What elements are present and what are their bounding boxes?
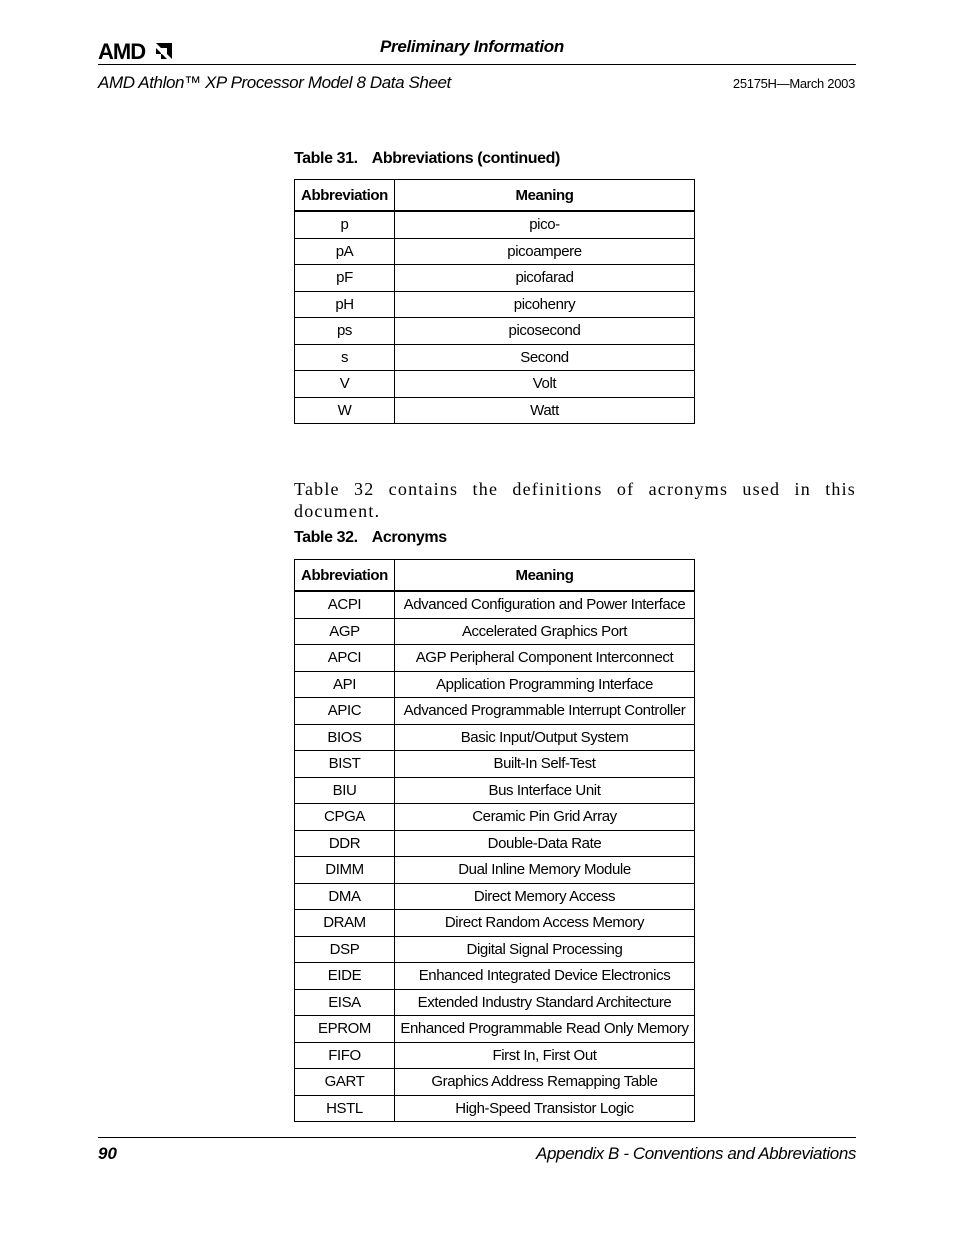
meaning-cell: Extended Industry Standard Architecture — [395, 989, 695, 1016]
footer-section-title: Appendix B - Conventions and Abbreviations — [536, 1144, 856, 1163]
meaning-cell: Direct Memory Access — [395, 883, 695, 910]
meaning-cell: First In, First Out — [395, 1042, 695, 1069]
table-row — [295, 804, 695, 831]
abbreviation-cell: APIC — [295, 698, 395, 725]
abbreviation-cell: DSP — [295, 936, 395, 963]
document-title: AMD Athlon™ XP Processor Model 8 Data Sheet — [98, 73, 451, 92]
meaning-cell: Second — [395, 344, 695, 371]
meaning-cell: Application Programming Interface — [395, 671, 695, 698]
abbreviation-cell: EIDE — [295, 963, 395, 990]
table32-caption — [294, 529, 447, 547]
abbreviation-cell: EISA — [295, 989, 395, 1016]
meaning-cell: High-Speed Transistor Logic — [395, 1095, 695, 1122]
table-row — [295, 238, 695, 265]
meaning-cell: AGP Peripheral Component Interconnect — [395, 645, 695, 672]
meaning-cell: Volt — [395, 371, 695, 398]
meaning-cell: Enhanced Integrated Device Electronics — [395, 963, 695, 990]
table-row — [295, 724, 695, 751]
table-row — [295, 1016, 695, 1043]
meaning-cell: Direct Random Access Memory — [395, 910, 695, 937]
intro-paragraph: Table 32 contains the definitions of acronyms used in this document. — [294, 479, 856, 521]
svg-text:AMD: AMD — [98, 40, 146, 62]
acronyms-table — [294, 559, 695, 1122]
abbreviation-cell: APCI — [295, 645, 395, 672]
table-row — [295, 963, 695, 990]
meaning-cell: Advanced Configuration and Power Interface — [395, 591, 695, 618]
abbreviation-cell: DDR — [295, 830, 395, 857]
meaning-cell: Watt — [395, 397, 695, 424]
table31-number: Table 31. — [294, 150, 358, 167]
abbreviation-cell: AGP — [295, 618, 395, 645]
meaning-cell: pico- — [395, 211, 695, 238]
column-header-meaning: Meaning — [395, 180, 695, 212]
abbreviation-cell: W — [295, 397, 395, 424]
meaning-cell: Built-In Self-Test — [395, 751, 695, 778]
table-row — [295, 1095, 695, 1122]
table-row — [295, 1069, 695, 1096]
abbreviation-cell: ps — [295, 318, 395, 345]
abbreviation-cell: V — [295, 371, 395, 398]
meaning-cell: Enhanced Programmable Read Only Memory — [395, 1016, 695, 1043]
abbreviation-cell: ACPI — [295, 591, 395, 618]
abbreviation-cell: p — [295, 211, 395, 238]
table-row — [295, 1042, 695, 1069]
header-rule — [98, 64, 856, 65]
table-row — [295, 645, 695, 672]
abbreviation-cell: pH — [295, 291, 395, 318]
table-row — [295, 830, 695, 857]
meaning-cell: picofarad — [395, 265, 695, 292]
table32-number: Table 32. — [294, 529, 358, 546]
table31-title: Abbreviations (continued) — [371, 150, 560, 167]
table-row — [295, 318, 695, 345]
abbreviation-cell: CPGA — [295, 804, 395, 831]
footer-rule — [98, 1137, 856, 1138]
abbreviations-table — [294, 179, 695, 424]
table-row — [295, 265, 695, 292]
abbreviation-cell: BIU — [295, 777, 395, 804]
table-row — [295, 777, 695, 804]
meaning-cell: Bus Interface Unit — [395, 777, 695, 804]
table-row — [295, 989, 695, 1016]
abbreviation-cell: pF — [295, 265, 395, 292]
abbreviation-cell: GART — [295, 1069, 395, 1096]
meaning-cell: Digital Signal Processing — [395, 936, 695, 963]
abbreviation-cell: DMA — [295, 883, 395, 910]
meaning-cell: Graphics Address Remapping Table — [395, 1069, 695, 1096]
meaning-cell: Advanced Programmable Interrupt Controller — [395, 698, 695, 725]
meaning-cell: picosecond — [395, 318, 695, 345]
table-row — [295, 371, 695, 398]
table-row — [295, 910, 695, 937]
page-number: 90 — [98, 1144, 117, 1163]
table-row — [295, 698, 695, 725]
meaning-cell: picoampere — [395, 238, 695, 265]
table-row — [295, 857, 695, 884]
preliminary-label: Preliminary Information — [380, 37, 564, 56]
abbreviation-cell: FIFO — [295, 1042, 395, 1069]
document-revision: 25175H—March 2003 — [732, 76, 855, 91]
abbreviation-cell: HSTL — [295, 1095, 395, 1122]
table-row — [295, 397, 695, 424]
meaning-cell: Ceramic Pin Grid Array — [395, 804, 695, 831]
abbreviation-cell: BIST — [295, 751, 395, 778]
abbreviation-cell: DIMM — [295, 857, 395, 884]
abbreviation-cell: DRAM — [295, 910, 395, 937]
table-row — [295, 211, 695, 238]
table-row — [295, 591, 695, 618]
table31-caption — [294, 150, 560, 168]
amd-logo — [98, 40, 174, 62]
table-row — [295, 936, 695, 963]
abbreviation-cell: pA — [295, 238, 395, 265]
table-row — [295, 671, 695, 698]
meaning-cell: Basic Input/Output System — [395, 724, 695, 751]
table-row — [295, 883, 695, 910]
table-row — [295, 618, 695, 645]
table-row — [295, 751, 695, 778]
meaning-cell: Accelerated Graphics Port — [395, 618, 695, 645]
meaning-cell: Dual Inline Memory Module — [395, 857, 695, 884]
meaning-cell: Double-Data Rate — [395, 830, 695, 857]
abbreviation-cell: BIOS — [295, 724, 395, 751]
meaning-cell: picohenry — [395, 291, 695, 318]
table32-title: Acronyms — [371, 529, 447, 546]
column-header-meaning: Meaning — [395, 560, 695, 592]
table-row — [295, 344, 695, 371]
abbreviation-cell: s — [295, 344, 395, 371]
abbreviation-cell: EPROM — [295, 1016, 395, 1043]
abbreviation-cell: API — [295, 671, 395, 698]
column-header-abbreviation: Abbreviation — [295, 560, 395, 592]
column-header-abbreviation: Abbreviation — [295, 180, 395, 212]
table-row — [295, 291, 695, 318]
